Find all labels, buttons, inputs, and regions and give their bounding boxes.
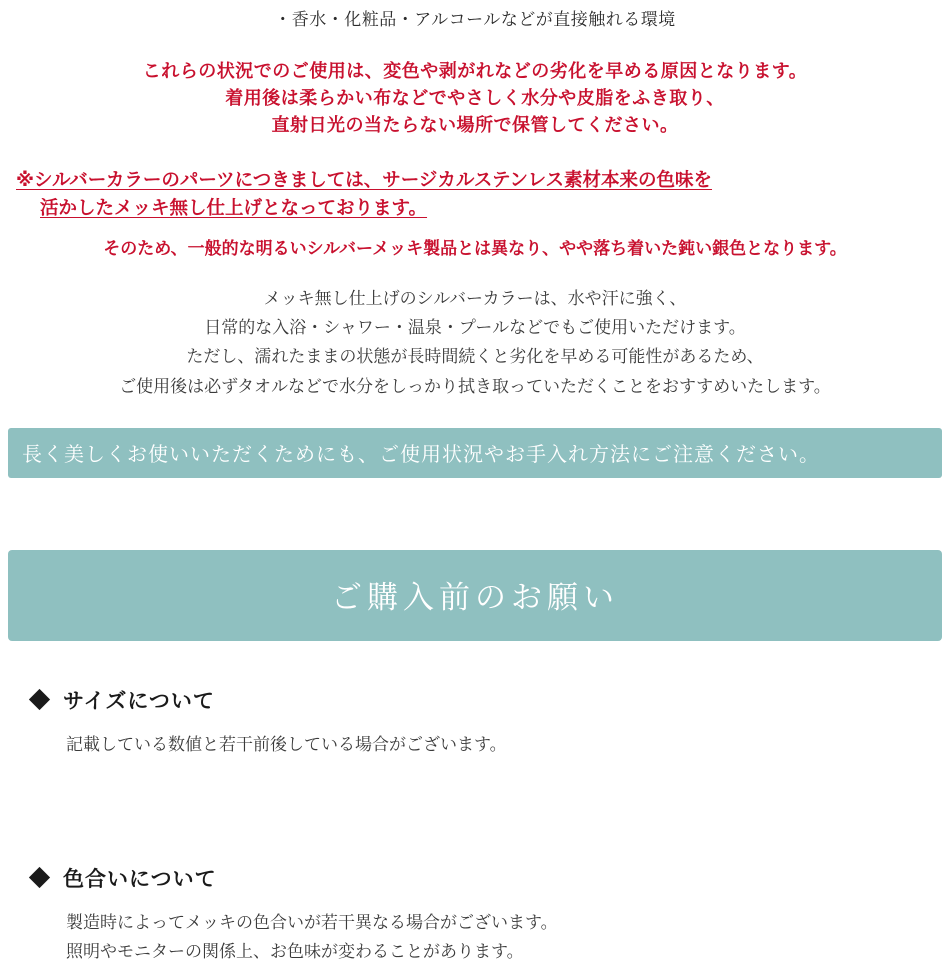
item-body-color	[66, 909, 950, 968]
diamond-bullet-icon	[29, 689, 50, 710]
silver-color-note	[0, 167, 950, 259]
item-body-line: 照明やモニターの関係上、お色味が変わることがあります。	[66, 942, 524, 963]
silver-note-sub-line: そのため、一般的な明るいシルバーメッキ製品とは異なり、やや落ち着いた鈍い銀色となります。	[103, 238, 847, 259]
care-info-line-1: メッキ無し仕上げのシルバーカラーは、水や汗に強く、	[263, 288, 687, 309]
item-body-line: 製造時によってメッキの色合いが若干異なる場合がございます。	[66, 912, 558, 933]
silver-note-line-2: 活かしたメッキ無し仕上げとなっております。	[40, 198, 428, 220]
item-body-line: 記載している数値と若干前後している場合がございます。	[66, 734, 507, 755]
warning-line-1: これらの状況でのご使用は、変色や剥がれなどの劣化を早める原因となります。	[142, 60, 808, 82]
list-item	[32, 863, 950, 968]
warning-red-block	[0, 34, 950, 139]
warning-line-2: 着用後は柔らかい布などでやさしく水分や皮脂をふき取り、	[225, 87, 725, 109]
item-body-size	[66, 731, 950, 761]
diamond-bullet-icon	[29, 867, 50, 888]
item-title-label: 色合いについて	[63, 866, 217, 891]
care-banner: 長く美しくお使いいただくためにも、ご使用状況やお手入れ方法にご注意ください。	[8, 428, 942, 478]
top-notice	[0, 0, 950, 34]
care-info-line-4: ご使用後は必ずタオルなどで水分をしっかり拭き取っていただくことをおすすめいたします。	[119, 376, 831, 397]
care-info-line-2: 日常的な入浴・シャワー・温泉・プールなどでもご使用いただけます。	[204, 318, 746, 339]
item-title-color	[32, 863, 950, 893]
item-title-size	[32, 685, 950, 715]
care-info-block	[0, 285, 950, 402]
section-title-before-purchase: ご購入前のお願い	[8, 550, 942, 641]
care-info-line-3: ただし、濡れたままの状態が長時間続くと劣化を早める可能性があるため、	[186, 347, 764, 368]
top-notice-line: ・香水・化粧品・アルコールなどが直接触れる環境	[274, 10, 676, 30]
item-title-label: サイズについて	[63, 688, 215, 713]
silver-note-line-1: ※シルバーカラーのパーツにつきましては、サージカルステンレス素材本来の色味を	[16, 169, 713, 191]
list-item	[32, 685, 950, 761]
warning-line-3: 直射日光の当たらない場所で保管してください。	[271, 114, 679, 136]
